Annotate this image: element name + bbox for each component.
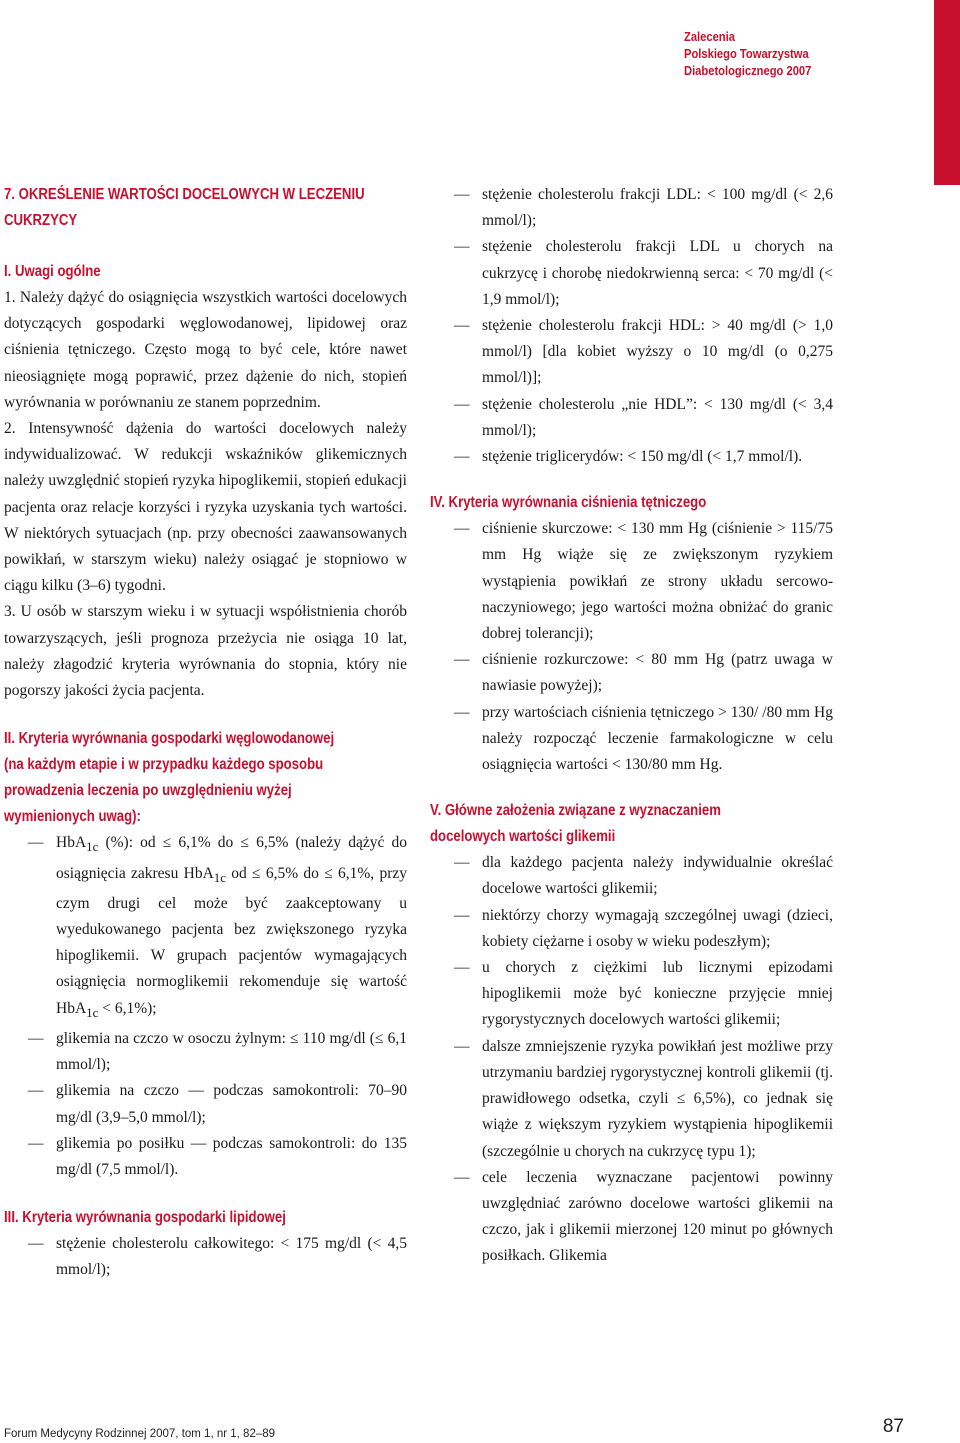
subsection-4-heading: IV. Kryteria wyrównania ciśnienia tętniczego xyxy=(430,494,707,512)
list-item-hba1c: — HbA$_{1c}$ (%): od ≤ 6,1% do ≤ 6,5% (należy dążyć do osiągnięcia zakresu HbA$_{1c}$ od ≤ 6,5% do ≤ 6,1%, przy czym drugi cel może być zaakceptowany u wyedukowanego pacjenta bez zwiększonego ryzyka hipoglikemii. W grupach pacjentów wymagających osiągnięcia normoglikemii rekomenduje się wartość HbA$_{1c}$ < 6,1%); xyxy=(4,830,407,1026)
subsection-3-heading: III. Kryteria wyrównania gospodarki lipidowej xyxy=(4,1209,286,1227)
list-item-total-cholesterol: — stężenie cholesterolu całkowitego: < 175 mg/dl (< 4,5 mmol/l); xyxy=(4,1231,407,1283)
subsection-2-heading: II. Kryteria wyrównania gospodarki węglowodanowej (na każdym etapie i w przypadku każdego sposobu prowadzenia leczenia po uwzględnieniu wyżej wymienionych uwag): xyxy=(4,730,335,826)
list-item-systolic: — ciśnienie skurczowe: < 130 mm Hg (ciśnienie > 115/75 mm Hg wiąże się ze zwiększonym ryzykiem wystąpienia powikłań ze strony układu sercowo-naczyniowego; jego wartości można obniżać do granic dobrej tolerancji); xyxy=(430,516,833,647)
section-7-heading-line1: 7. OKREŚLENIE WARTOŚCI DOCELOWYCH W LECZENIU xyxy=(4,186,365,203)
list-item-ldl: — stężenie cholesterolu frakcji LDL: < 100 mg/dl (< 2,6 mmol/l); xyxy=(430,182,833,234)
glycemia-targets-list xyxy=(430,850,833,1269)
page-number: 87 xyxy=(882,1416,904,1437)
paragraph-item-3: 3. U osób w starszym wieku i w sytuacji współistnienia chorób towarzyszących, jeśli prognoza przeżycia nie osiąga 10 lat, należy złagodzić kryteria wyrównania do stopnia, który nie pogorszy jakości życia pacjenta. xyxy=(4,603,407,700)
list-item-hdl: — stężenie cholesterolu frakcji HDL: > 40 mg/dl (> 1,0 mmol/l) [dla kobiet wyższy o 10 mg/dl (o 0,275 mmol/l)]; xyxy=(430,313,833,392)
blood-pressure-list xyxy=(430,516,833,778)
subsection-1-heading: I. Uwagi ogólne xyxy=(4,263,101,280)
list-item-pharmacotherapy: — przy wartościach ciśnienia tętniczego > 130/ /80 mm Hg należy rozpocząć leczenie farmakologiczne w celu osiągnięcia wartości < 130/80 mm Hg. xyxy=(430,700,833,779)
list-item-individual-targets: — dla każdego pacjenta należy indywidualnie określać docelowe wartości glikemii; xyxy=(430,850,833,902)
section-7-heading-line2: CUKRZYCY xyxy=(4,212,78,229)
paragraph-item-2: 2. Intensywność dążenia do wartości docelowych należy indywidualizować. W redukcji wskaźników glikemicznych należy uwzględnić stopień ryzyka hipoglikemii, stopień edukacji pacjenta oraz relacje korzyści i ryzyka uzyskania tych wartości. W niektórych sytuacjach (np. przy obecności zaawansowanych powikłań, w starszym wieku) należy osiągać je stopniowo w ciągu kilku (3–6) tygodni. xyxy=(4,420,407,595)
list-item-non-hdl: — stężenie cholesterolu „nie HDL”: < 130 mg/dl (< 3,4 mmol/l); xyxy=(430,392,833,444)
list-item-fasting-plasma: — glikemia na czczo w osoczu żylnym: ≤ 110 mg/dl (≤ 6,1 mmol/l); xyxy=(4,1026,407,1078)
header-line-2: Polskiego Towarzystwa xyxy=(684,46,809,61)
list-item-stricter-control: — dalsze zmniejszenie ryzyka powikłań jest możliwe przy utrzymaniu bardziej rygorystycznej kontroli glikemii (tj. prawidłowego odsetka, czyli ≤ 6,5%), co jednak się wiąże z większym ryzykiem wystąpienia hipoglikemii (szczególnie u chorych na cukrzycę typu 1); xyxy=(430,1034,833,1165)
right-column xyxy=(430,182,833,1270)
glycemic-criteria-list xyxy=(4,830,407,1183)
list-item-diastolic: — ciśnienie rozkurczowe: < 80 mm Hg (patrz uwaga w nawiasie powyżej); xyxy=(430,647,833,699)
red-accent-bar xyxy=(934,0,960,185)
list-item-ldl-chd: — stężenie cholesterolu frakcji LDL u chorych na cukrzycę i chorobę niedokrwienną serca: < 70 mg/dl (< 1,9 mmol/l); xyxy=(430,234,833,313)
list-item-fasting-selfmonitoring: — glikemia na czczo — podczas samokontroli: 70–90 mg/dl (3,9–5,0 mmol/l); xyxy=(4,1078,407,1130)
lipid-criteria-list-cont xyxy=(430,182,833,470)
footer-journal-citation: Forum Medycyny Rodzinnej 2007, tom 1, nr 1, 82–89 xyxy=(4,1428,276,1440)
list-item-triglycerides: — stężenie triglicerydów: < 150 mg/dl (< 1,7 mmol/l). xyxy=(430,444,833,470)
lipid-criteria-list-start xyxy=(4,1231,407,1283)
left-column xyxy=(4,182,407,1284)
header-line-3: Diabetologicznego 2007 xyxy=(684,63,812,78)
section-7-heading xyxy=(4,182,407,234)
paragraph-item-1: 1. Należy dążyć do osiągnięcia wszystkich wartości docelowych dotyczących gospodarki węglowodanowej, lipidowej oraz ciśnienia tętniczego. Często mogą to być cele, które nawet nieosiągnięte mogą poprawić, przez dążenie do nich, stopień wyrównania w porównaniu ze stanem poprzednim. xyxy=(4,289,407,411)
list-item-postprandial: — glikemia po posiłku — podczas samokontroli: do 135 mg/dl (7,5 mmol/l). xyxy=(4,1131,407,1183)
subsection-5-heading: V. Główne założenia związane z wyznaczaniem docelowych wartości glikemii xyxy=(430,802,721,846)
list-item-fasting-and-postprandial: — cele leczenia wyznaczane pacjentowi powinny uwzględniać zarówno docelowe wartości glikemii na czczo, jak i glikemii mierzonej 120 minut po głównych posiłkach. Glikemia xyxy=(430,1165,833,1270)
running-header xyxy=(684,28,924,79)
list-item-hypoglycemia-history: — u chorych z ciężkimi lub licznymi epizodami hipoglikemii może być konieczne przyjęcie mniej rygorystycznych docelowych wartości glikemii; xyxy=(430,955,833,1034)
list-item-special-groups: — niektórzy chorzy wymagają szczególnej uwagi (dzieci, kobiety ciężarne i osoby w wieku podeszłym); xyxy=(430,903,833,955)
header-line-1: Zalecenia xyxy=(684,29,735,44)
